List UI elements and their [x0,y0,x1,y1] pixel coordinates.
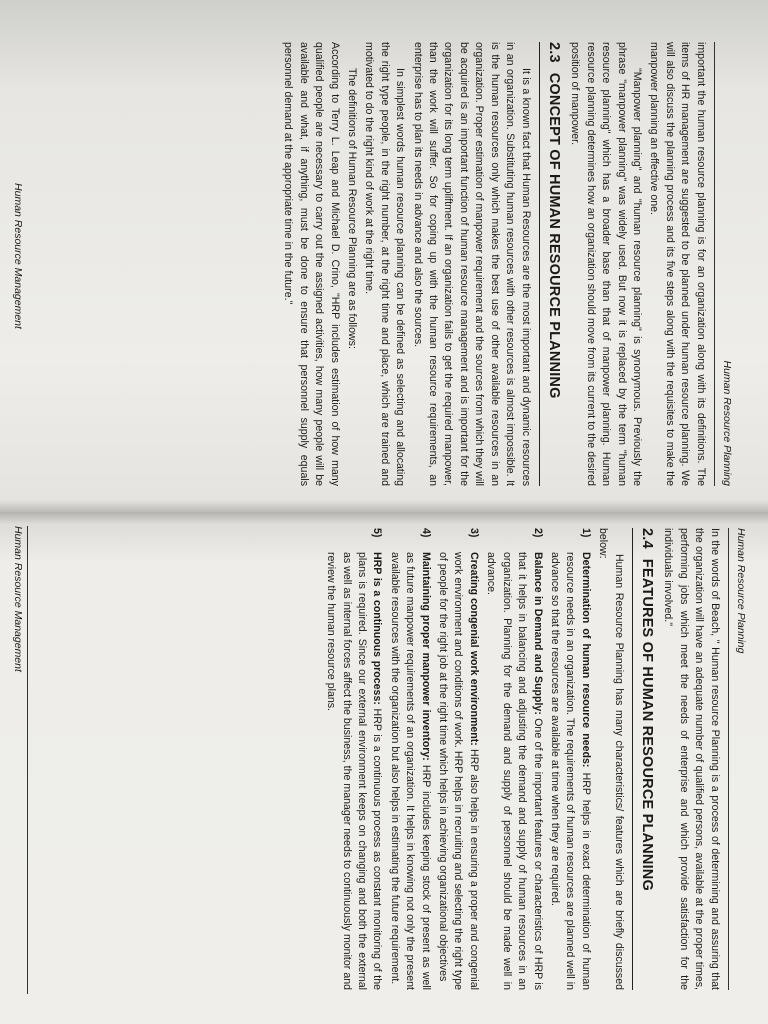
right-page [0,512,768,1024]
page-footer: Human Resource Management [12,183,25,329]
feature-text: HRP also helps in ensuring a proper and congenial work environment and conditions of work. HRP helps in recruiting and selecting the right type of people for the right job at the right time which helps in achieving organizational objectives [437,552,480,990]
features-intro-paragraph: Human Resource Planning has many characteristics/ features which are briefly discussed below: [597,528,625,990]
concept-paragraph-2: In simplest words human resource planning can be defined as selecting and allocating the right type people, in the right number, at the right time and place, which are trained and motivated to do the right kind of work at the right time. [363,42,407,486]
section-heading-2-4 [639,528,654,990]
header-rule [714,42,715,486]
feature-text: HRP helps in exact determination of human resource needs in an organization. The requirements of human resources are planned well in advance so that the resources are available at time when they are required. [548,552,592,990]
feature-title: Determination of human resource needs: [579,552,592,768]
list-item [435,528,481,990]
feature-title: Balance in Demand and Supply: [531,552,544,715]
list-number: 5) [371,528,384,538]
section-number: 2.3 [545,42,562,63]
list-number: 2) [531,528,544,538]
running-head: Human Resource Planning [735,528,747,654]
list-number: 4) [419,528,432,538]
list-item [323,528,385,990]
feature-title: Maintaining proper manpower inventory: [419,552,432,761]
features-list [323,528,593,990]
feature-title: Creating congenial work environment: [467,552,480,746]
beach-definition-paragraph: In the words of Beach, " Human resource Planning is a process of determining and assuring that the organization will have an adequate number of qualified persons, available at the proper times, performing jobs which meet the needs of enterprise and which provide satisfaction for the individuals involved." [662,528,721,990]
list-number: 3) [467,528,480,538]
list-item [386,528,432,990]
list-item [547,528,593,990]
feature-text: HRP is a continuous process as constant monitoring of the plans is required. Since our external environment keeps on changing and both the external as well as internal forces affect the business, the manager needs to continuously monitor and review the human resource plans. [325,552,384,990]
section-number: 2.4 [638,528,655,549]
footer-rule [27,526,28,994]
manpower-paragraph: "Manpower planning" and "human resource planning" is synonymous. Previously the phrase "manpower planning" was widely used. But now it is replaced by the term "human resource planning" which has a broader base than that of manpower planning. Human resource planning determines how an organization should move from its current to the desired position of manpower. [569,42,643,486]
header-rule [728,528,729,990]
concept-paragraph-4: According to Terry L. Leap and Michael D. Crino, "HRP includes estimation of how many qualified people are necessary to carry out the assigned activities, how many people will be available and what, if anything, must be done to ensure that personnel supply equals personnel demand at the appropriate time in the future." [282,42,341,486]
page-footer: Human Resource Management [12,526,25,672]
section-title: FEATURES OF HUMAN RESOURCE PLANNING [638,558,655,891]
section-rule [632,528,633,990]
feature-text: HRP includes keeping stock of present as well as future manpower requirements of an organization. It helps in knowing not only the present available resources with the organization but also helps in estimating the future requirement. [388,552,432,990]
list-number: 1) [579,528,592,538]
concept-paragraph-1: It is a known fact that Human Resources are the most important and dynamic resources in an organization. Substituting human resources with other resources is almost impossible. It is the human resources only which makes the best use of other available resources in an organization. Proper estimation of manpower requirement and the sources from which they will be acquired is an important function of human resource management and is important for the organization for its long term upliftment. If an organization fails to get the required manpower, than the work will suffer. So for coping up with the human resource requirements, an enterprise has to plan its needs in advance and also the sources. [411,42,532,486]
section-heading-2-3 [546,42,561,486]
running-head: Human Resource Planning [721,360,733,486]
section-rule [539,42,540,486]
list-item [483,528,545,990]
intro-paragraph: important the human resource planning is for an organization along with its definitions. The items of HR management are suggested to be planned under human resource planning. We will also discuss the planning process and its five steps along with the requisites to make the manpower planning an effective one. [648,42,707,486]
section-title: CONCEPT OF HUMAN RESOURCE PLANNING [545,72,562,399]
concept-paragraph-3: The definitions of Human Resource Planning are as follows: [346,68,359,349]
feature-title: HRP is a continuous process: [371,552,384,705]
feature-text: One of the important features or characteristics of HRP is that it helps in balancing and adjusting the demand and supply of human resources in an organization. Planning for the demand and supply of personnel should be made well in advance. [485,552,544,990]
